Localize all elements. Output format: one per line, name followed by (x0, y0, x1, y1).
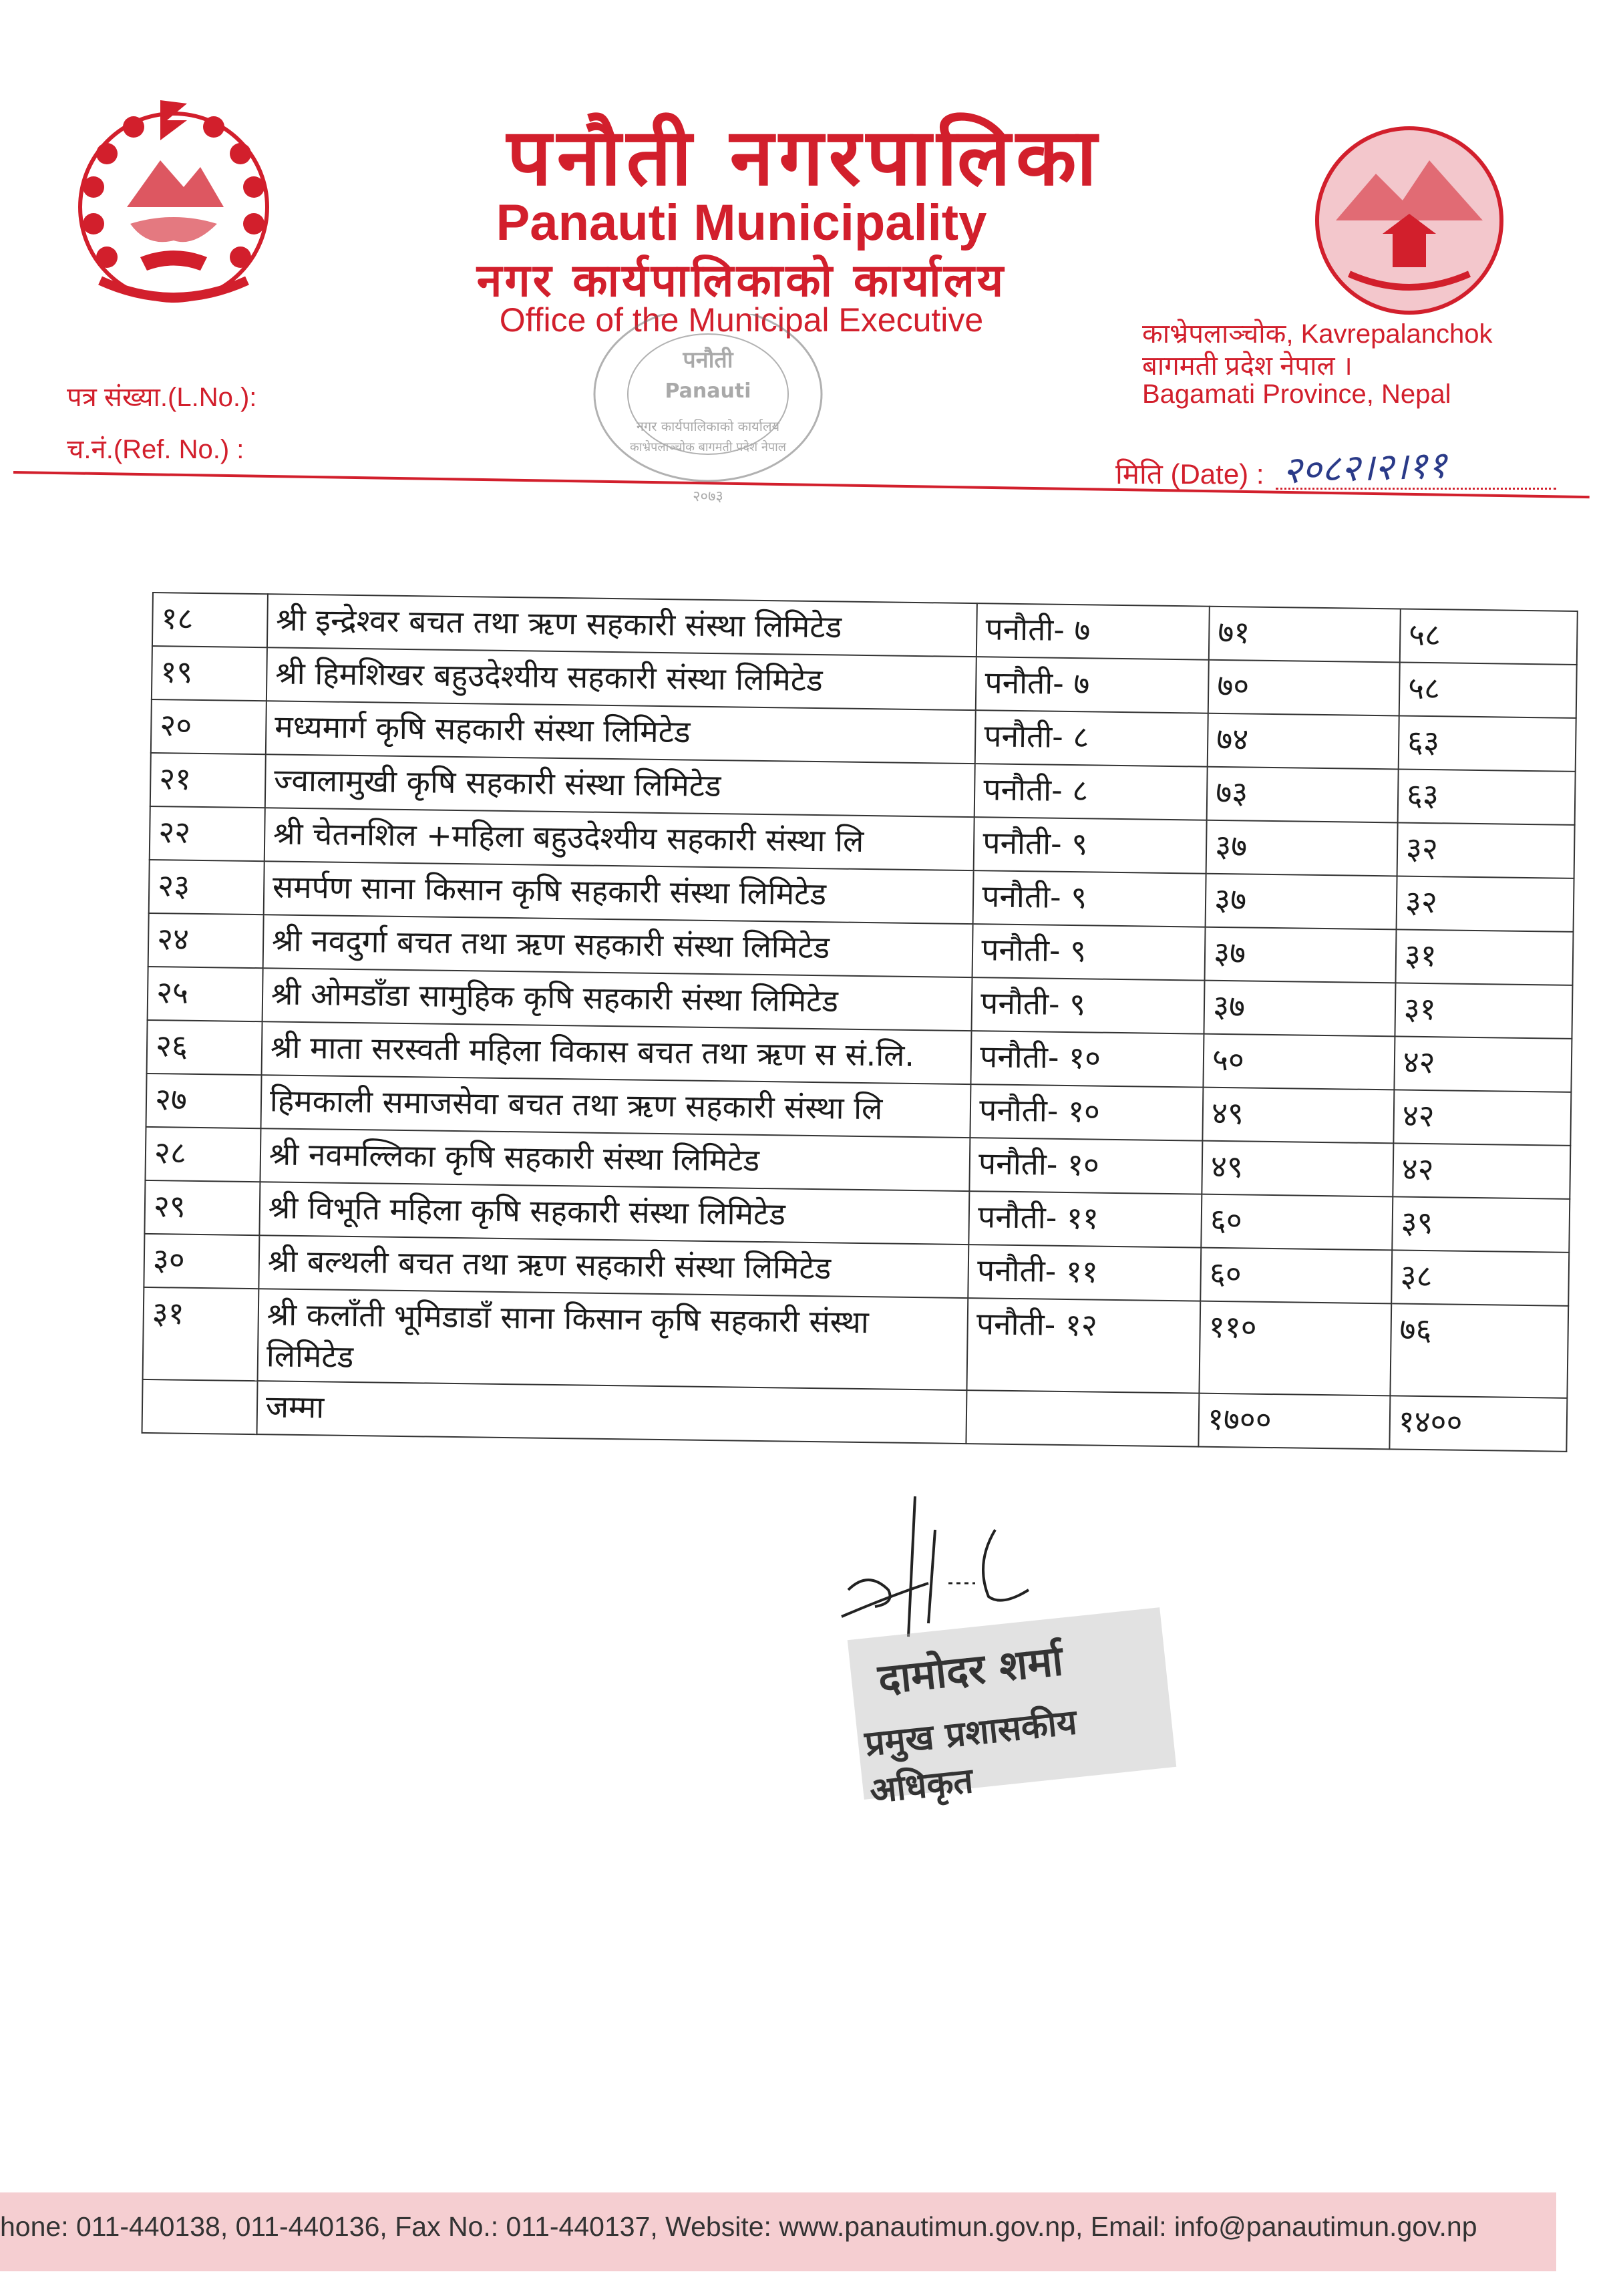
total-value-1-cell: १७०० (1199, 1393, 1391, 1450)
name-cell: हिमकाली समाजसेवा बचत तथा ऋण सहकारी संस्था लि (260, 1075, 970, 1138)
address-line-1: काभ्रेपलाञ्चोक, Kavrepalanchok (1142, 319, 1493, 349)
officer-name: दामोदर शर्मा (876, 1635, 1065, 1704)
ward-cell: पनौती- ८ (975, 710, 1208, 767)
stamp-ring-text: नगर कार्यपालिकाको कार्यालय (636, 418, 780, 434)
value-1-cell: ७१ (1209, 607, 1401, 663)
value-1-cell: ३७ (1206, 820, 1398, 876)
value-2-cell: ३२ (1396, 876, 1574, 931)
total-label-cell: जम्मा (256, 1381, 966, 1444)
ward-cell: पनौती- ९ (973, 870, 1206, 927)
serial-cell: ३० (144, 1234, 259, 1289)
serial-cell: ३१ (143, 1287, 259, 1381)
value-1-cell: ११० (1200, 1301, 1392, 1396)
ward-cell: पनौती- ९ (974, 817, 1207, 874)
serial-cell: १८ (152, 593, 268, 647)
table-row (143, 1287, 1569, 1398)
office-stamp (548, 314, 868, 508)
value-2-cell: ३८ (1391, 1250, 1569, 1305)
value-2-cell: ४२ (1393, 1143, 1570, 1198)
value-2-cell: ३९ (1392, 1196, 1570, 1252)
name-cell: श्री बल्थली बचत तथा ऋण सहकारी संस्था लिमिटेड (258, 1235, 968, 1298)
name-cell: श्री नवदुर्गा बचत तथा ऋण सहकारी संस्था लिमिटेड (263, 915, 973, 977)
name-cell: श्री माता सरस्वती महिला विकास बचत तथा ऋण स सं.लि. (261, 1021, 971, 1084)
ref-no-label: च.नं.(Ref. No.) : (67, 435, 244, 464)
value-1-cell: ४९ (1203, 1088, 1395, 1144)
ward-cell: पनौती- ९ (972, 924, 1206, 981)
subtitle-nepali: नगर कार्यपालिकाको कार्यालय (476, 255, 1007, 307)
address-line-3: Bagamati Province, Nepal (1142, 379, 1451, 409)
serial-cell: १९ (152, 646, 267, 701)
serial-cell: २४ (148, 913, 264, 968)
stamp-line-1: पनौती (683, 347, 733, 373)
ward-cell: पनौती- ७ (976, 657, 1209, 713)
name-cell: श्री विभूति महिला कृषि सहकारी संस्था लिमिटेड (259, 1182, 969, 1245)
serial-cell: २७ (146, 1074, 262, 1128)
value-2-cell: ३१ (1395, 983, 1572, 1038)
serial-cell: २५ (148, 967, 263, 1021)
name-cell: श्री नवमल्लिका कृषि सहकारी संस्था लिमिटेड (260, 1128, 970, 1191)
officer-title: प्रमुख प्रशासकीय अधिकृत (863, 1702, 1079, 1812)
signature (828, 1490, 1055, 1643)
name-cell: ज्वालामुखी कृषि सहकारी संस्था लिमिटेड (265, 754, 975, 817)
date-label: मिति (Date) : (1115, 458, 1264, 490)
ward-cell: पनौती- ७ (976, 603, 1210, 660)
serial-cell: २२ (150, 806, 265, 861)
value-1-cell: ६० (1200, 1248, 1392, 1304)
name-cell: श्री कलाँती भूमिडाडाँ साना किसान कृषि सहकारी संस्था लिमिटेड (257, 1289, 968, 1390)
ward-cell: पनौती- ११ (969, 1191, 1202, 1248)
stamp-ring-text-2: काभ्रेपलाञ्चोक बागमती प्रदेश नेपाल (630, 440, 786, 454)
value-1-cell: ७० (1208, 660, 1400, 716)
value-2-cell: ४२ (1394, 1036, 1572, 1092)
name-cell: मध्यमार्ग कृषि सहकारी संस्था लिमिटेड (266, 701, 976, 764)
serial-cell: २८ (145, 1127, 260, 1182)
name-cell: श्री इन्द्रेश्वर बचत तथा ऋण सहकारी संस्था लिमिटेड (267, 594, 977, 657)
total-ward-cell (966, 1390, 1200, 1447)
name-cell: श्री ओमडाँडा सामुहिक कृषि सहकारी संस्था लिमिटेड (262, 968, 972, 1031)
value-1-cell: ३७ (1205, 927, 1397, 983)
value-1-cell: ३७ (1204, 981, 1396, 1037)
value-2-cell: ५८ (1399, 662, 1577, 717)
value-2-cell: ३२ (1397, 822, 1574, 878)
serial-cell: २० (151, 699, 266, 754)
serial-cell: २१ (150, 753, 266, 808)
value-2-cell: ५८ (1400, 609, 1578, 664)
value-2-cell: ७६ (1390, 1303, 1568, 1398)
stamp-year: २०७३ (693, 488, 723, 505)
value-1-cell: ५० (1204, 1034, 1395, 1090)
date-value: २०८२।२।११ (1282, 443, 1448, 493)
address-line-2: बागमती प्रदेश नेपाल । (1142, 351, 1353, 381)
value-2-cell: ४२ (1393, 1090, 1571, 1145)
value-2-cell: ३१ (1395, 929, 1573, 985)
value-2-cell: ६३ (1398, 769, 1576, 824)
letter-no-label: पत्र संख्या.(L.No.): (67, 383, 257, 412)
title-english: Panauti Municipality (496, 194, 987, 251)
ward-cell: पनौती- १२ (967, 1298, 1201, 1393)
ward-cell: पनौती- ९ (972, 977, 1205, 1034)
ward-cell: पनौती- १० (970, 1138, 1203, 1194)
total-value-2-cell: १४०० (1389, 1396, 1567, 1451)
title-nepali: पनौती नगरपालिका (506, 111, 1103, 203)
name-cell: श्री हिमशिखर बहुउदेश्यीय सहकारी संस्था लिमिटेड (266, 647, 976, 710)
value-1-cell: ६० (1201, 1194, 1393, 1251)
date-underline (1276, 488, 1556, 490)
value-1-cell: ७३ (1207, 767, 1399, 823)
total-serial-cell (142, 1379, 258, 1434)
value-1-cell: ३७ (1206, 874, 1397, 930)
ward-cell: पनौती- ८ (974, 764, 1208, 820)
footer-contact: hone: 011-440138, 011-440136, Fax No.: 011-440137, Website: www.panautimun.gov.np, Email: info@panautimun.gov.np (0, 2211, 1477, 2242)
cooperatives-table (142, 592, 1578, 1452)
ward-cell: पनौती- ११ (968, 1245, 1201, 1301)
ward-cell: पनौती- १० (971, 1031, 1204, 1088)
stamp-line-2: Panauti (665, 379, 751, 403)
name-cell: श्री चेतनशिल +महिला बहुउदेश्यीय सहकारी संस्था लि (264, 808, 974, 870)
officer-seal (848, 1607, 1177, 1812)
name-cell: समर्पण साना किसान कृषि सहकारी संस्था लिमिटेड (264, 861, 974, 924)
serial-cell: २९ (144, 1180, 260, 1235)
value-1-cell: ७४ (1208, 713, 1399, 770)
value-1-cell: ४९ (1202, 1141, 1393, 1197)
ward-cell: पनौती- १० (970, 1084, 1204, 1141)
value-2-cell: ६३ (1399, 715, 1576, 771)
serial-cell: २३ (149, 860, 264, 915)
serial-cell: २६ (147, 1020, 262, 1075)
subtitle-english: Office of the Municipal Executive (499, 301, 984, 339)
